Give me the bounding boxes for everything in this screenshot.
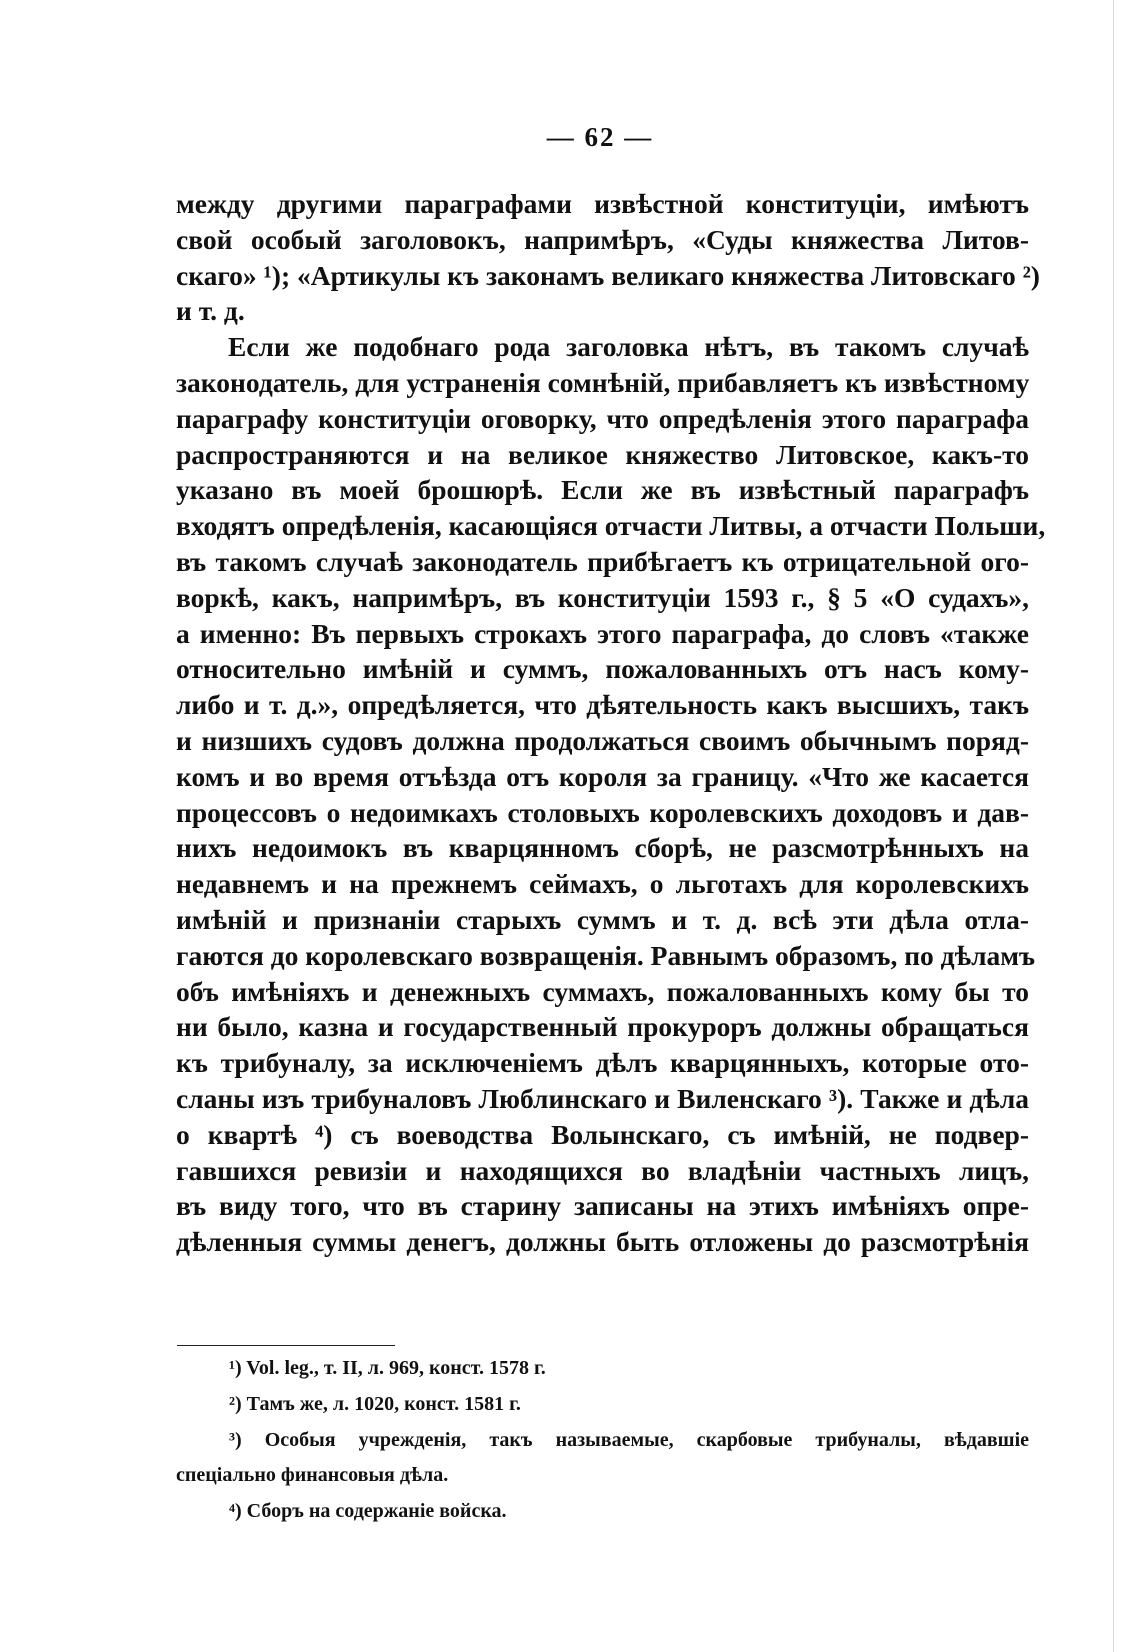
text-line: процессовъ о недоимкахъ столовыхъ королевскихъ доходовъ и дав-	[176, 796, 1029, 828]
text-line: въ виду того, что въ старину записаны на этихъ имѣніяхъ опре-	[176, 1190, 1029, 1222]
text-line: относительно имѣній и суммъ, пожалованныхъ отъ насъ кому-	[176, 653, 1029, 685]
footnote-line: спеціально финансовыя дѣла.	[176, 1464, 449, 1487]
text-line: указано въ моей брошюрѣ. Если же въ извѣстный параграфъ	[176, 474, 1029, 506]
footnote-line: ³) Особыя учрежденія, такъ называемые, скарбовые трибуналы, вѣдавшіе	[229, 1428, 1029, 1451]
text-line: дѣленныя суммы денегъ, должны быть отложены до разсмотрѣнія	[176, 1226, 1029, 1258]
text-line: ни было, казна и государственный прокуроръ должны обращаться	[176, 1011, 1029, 1043]
footnote-line: ²) Тамъ же, л. 1020, конст. 1581 г.	[229, 1392, 521, 1415]
text-line: имѣній и признаніи старыхъ суммъ и т. д. всѣ эти дѣла отла-	[176, 903, 1029, 935]
footnote-line: ⁴) Сборъ на содержаніе войска.	[229, 1500, 507, 1523]
text-line: и т. д.	[176, 295, 245, 327]
text-line: недавнемъ и на прежнемъ сеймахъ, о льготахъ для королевскихъ	[176, 868, 1029, 900]
text-line: параграфу конституціи оговорку, что опредѣленія этого параграфа	[176, 402, 1029, 434]
text-line: между другими параграфами извѣстной конституціи, имѣютъ	[176, 188, 1029, 219]
text-line: къ трибуналу, за исключеніемъ дѣлъ кварцянныхъ, которые ото-	[176, 1047, 1029, 1079]
text-line: свой особый заголовокъ, напримѣръ, «Суды княжества Литов-	[176, 223, 1029, 255]
text-line: нихъ недоимокъ въ кварцянномъ сборѣ, не разсмотрѣнныхъ на	[176, 832, 1029, 864]
text-line: сланы изъ трибуналовъ Люблинскаго и Виленскаго ³). Также и дѣла	[176, 1082, 1029, 1114]
text-line: Если же подобнаго рода заголовка нѣтъ, въ такомъ случаѣ	[228, 331, 1029, 363]
text-line: скаго» ¹); «Артикулы къ законамъ великаго княжества Литовскаго ²)	[176, 259, 1040, 291]
text-line: а именно: Въ первыхъ строкахъ этого параграфа, до словъ «также	[176, 617, 1029, 649]
page-edge-line	[1113, 0, 1114, 1652]
text-line: законодатель, для устраненія сомнѣній, прибавляетъ къ извѣстному	[176, 366, 1030, 398]
text-line: гавшихся ревизіи и находящихся во владѣніи частныхъ лицъ,	[176, 1154, 1029, 1186]
text-line: комъ и во время отъѣзда отъ короля за границу. «Что же касается	[176, 760, 1029, 792]
text-line: распространяются и на великое княжество Литовское, какъ-то	[176, 438, 1029, 470]
text-line: воркѣ, какъ, напримѣръ, въ конституціи 1593 г., § 5 «О судахъ»,	[176, 581, 1029, 613]
body-text	[176, 186, 1046, 1260]
footnotes	[176, 1356, 1029, 1535]
text-line: и низшихъ судовъ должна продолжаться своимъ обычнымъ поряд-	[176, 724, 1029, 756]
text-line: въ такомъ случаѣ законодатель прибѣгаетъ къ отрицательной ого-	[176, 545, 1029, 577]
text-line: входятъ опредѣленія, касающіяся отчасти Литвы, а отчасти Польши,	[176, 510, 1046, 542]
text-line: о квартѣ ⁴) съ воеводства Волынскаго, съ имѣній, не подвер-	[176, 1118, 1029, 1150]
footnote-line: ¹) Vol. leg., т. II, л. 969, конст. 1578 г.	[229, 1357, 546, 1379]
text-line: гаются до королевскаго возвращенія. Равнымъ образомъ, по дѣламъ	[176, 939, 1036, 971]
footnote-separator	[177, 1345, 395, 1346]
page-number: — 62 —	[546, 122, 654, 152]
text-line: либо и т. д.», опредѣляется, что дѣятельность какъ высшихъ, такъ	[176, 689, 1029, 721]
text-line: объ имѣніяхъ и денежныхъ суммахъ, пожалованныхъ кому бы то	[176, 975, 1029, 1007]
